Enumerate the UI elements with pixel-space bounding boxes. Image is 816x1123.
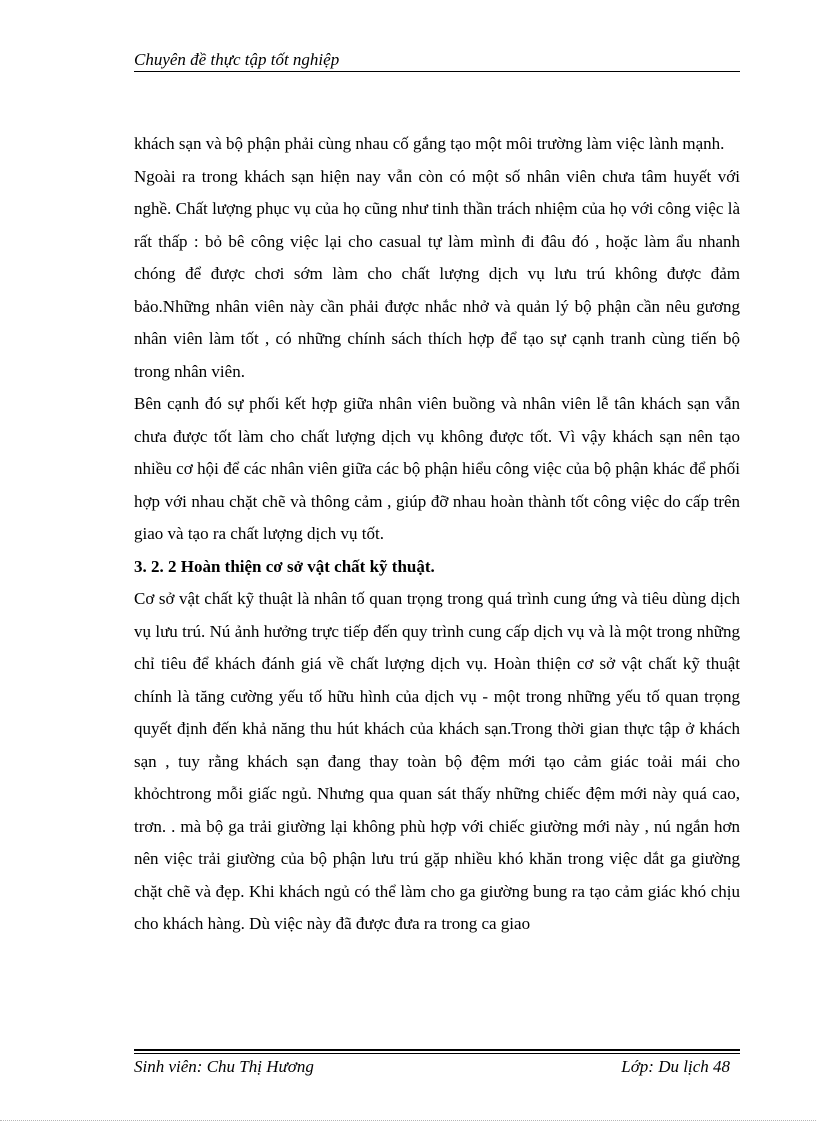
footer-rule-thin — [134, 1053, 740, 1054]
footer-class: Lớp: Du lịch 48 — [621, 1057, 730, 1076]
header-title: Chuyên đề thực tập tốt nghiệp — [134, 50, 340, 69]
section-paragraph: Cơ sở vật chất kỹ thuật là nhân tố quan trọng trong quá trình cung ứng và tiêu dùng dịch vụ lưu trú. Nú ảnh hưởng trực tiếp đến quy trình cung cấp dịch vụ và là một trong những chỉ tiêu để khách đánh giá về chất lượng dịch vụ. Hoàn thiện cơ sở vật chất kỹ thuật chính là tăng cường yếu tố hữu hình của dịch vụ - một trong những yếu tố quan trọng quyết định đến khả năng thu hút khách của khách sạn.Trong thời gian thực tập ở khách sạn , tuy rằng khách sạn đang thay toàn bộ đệm mới tạo cảm giác toải mái cho khỏchtrong mỗi giấc ngủ. Nhưng qua quan sát thấy những chiếc đệm mới này quá cao, trơn. . mà bộ ga trải giường lại không phù hợp với chiếc giường mới này , nú ngắn hơn nên việc trải giường của bộ phận lưu trú gặp nhiều khó khăn trong việc dắt ga giường chặt chẽ và đẹp. Khi khách ngủ có thể làm cho ga giường bung ra tạo cảm giác khó chịu cho khách hàng. Dù việc này đã được đưa ra trong ca giao — [134, 589, 740, 933]
page-edge-dotted-line — [0, 1120, 816, 1121]
page-header — [134, 48, 740, 72]
page-footer — [134, 1055, 730, 1079]
footer-rule — [134, 1049, 740, 1051]
header-rule — [134, 71, 740, 72]
paragraph: Bên cạnh đó sự phối kết hợp giữa nhân viên buồng và nhân viên lễ tân khách sạn vẫn chưa được tốt làm cho chất lượng dịch vụ không được tốt. Vì vậy khách sạn nên tạo nhiều cơ hội để các nhân viên giữa các bộ phận hiểu công việc của bộ phận khác để phối hợp với nhau chặt chẽ và thông cảm , giúp đỡ nhau hoàn thành tốt công việc do cấp trên giao và tạo ra chất lượng dịch vụ tốt. — [134, 394, 740, 543]
footer-student: Sinh viên: Chu Thị Hương — [134, 1057, 314, 1076]
paragraph: khách sạn và bộ phận phải cùng nhau cố gắng tạo một môi trường làm việc lành mạnh. — [134, 134, 725, 153]
section-heading: 3. 2. 2 Hoàn thiện cơ sở vật chất kỹ thuật. — [134, 556, 435, 576]
paragraph: Ngoài ra trong khách sạn hiện nay vẫn còn có một số nhân viên chưa tâm huyết với nghề. Chất lượng phục vụ của họ cũng như tinh thần trách nhiệm của họ với công việc là rất thấp : bỏ bê công việc lại cho casual tự làm mình đi đâu đó , hoặc làm ẩu nhanh chóng để được chơi sớm làm cho chất lượng dịch vụ lưu trú không được đảm bảo.Những nhân viên này cần phải được nhắc nhở và quản lý bộ phận cần nêu gương nhân viên làm tốt , có những chính sách thích hợp để tạo sự cạnh tranh cùng tiến bộ trong nhân viên. — [134, 166, 740, 381]
body-text — [134, 128, 740, 941]
